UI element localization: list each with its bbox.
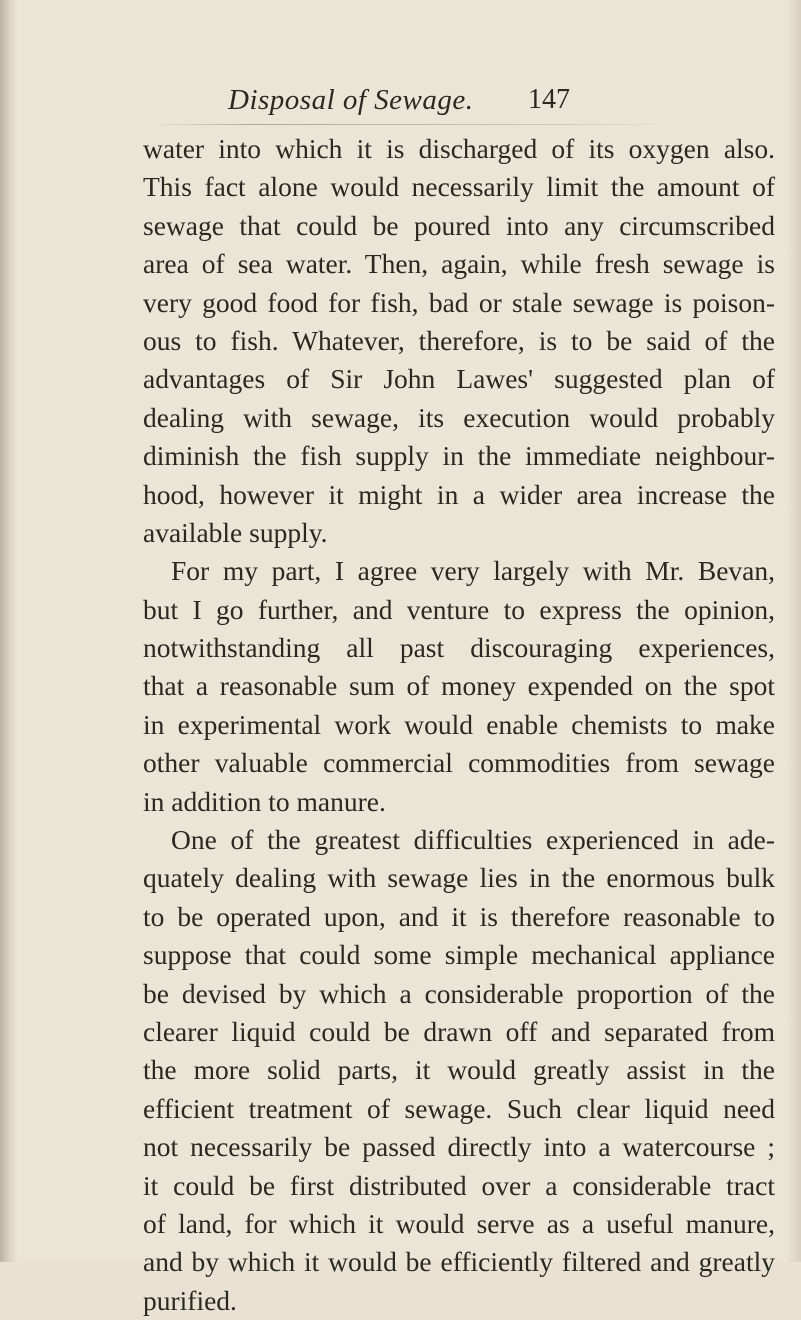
- text-line: One of the greatest difficulties experienced in ade-: [171, 824, 775, 856]
- running-head: [0, 83, 801, 123]
- text-line: water into which it is discharged of its oxygen also.: [143, 133, 775, 164]
- text-line: diminish the fish supply in the immediate neighbour-: [143, 440, 775, 472]
- text-line: in experimental work would enable chemists to make: [143, 708, 775, 740]
- text-line: be devised by which a considerable proportion of the: [143, 977, 775, 1009]
- text-line: clearer liquid could be drawn off and separated from: [143, 1015, 775, 1047]
- text-line: that a reasonable sum of money expended on the spot: [143, 670, 775, 702]
- text-line: dealing with sewage, its execution would probably: [143, 401, 775, 433]
- text-line: For my part, I agree very largely with Mr. Bevan,: [171, 555, 775, 587]
- text-line: purified.: [143, 1284, 237, 1316]
- text-line: the more solid parts, it would greatly assist in the: [143, 1054, 775, 1086]
- text-line: in addition to manure.: [143, 785, 386, 817]
- text-line: available supply.: [143, 516, 328, 548]
- text-line: hood, however it might in a wider area increase the: [143, 478, 775, 510]
- text-line: efficient treatment of sewage. Such clear liquid need: [143, 1092, 775, 1124]
- text-line: other valuable commercial commodities from sewage: [143, 747, 775, 779]
- text-line: to be operated upon, and it is therefore reasonable to: [143, 900, 775, 932]
- text-line: very good food for fish, bad or stale sewage is poison-: [143, 286, 775, 318]
- header-rule: [148, 124, 678, 125]
- text-line: notwithstanding all past discouraging experiences,: [143, 632, 775, 664]
- text-line: advantages of Sir John Lawes' suggested plan of: [143, 363, 775, 395]
- text-line: but I go further, and venture to express the opinion,: [143, 593, 775, 625]
- text-line: quately dealing with sewage lies in the enormous bulk: [143, 862, 775, 894]
- text-line: This fact alone would necessarily limit the amount of: [143, 171, 775, 203]
- text-line: suppose that could some simple mechanical appliance: [143, 939, 775, 971]
- page-edge-shadow: [787, 0, 801, 1262]
- page-gutter-shadow: [0, 0, 18, 1262]
- text-line: and by which it would be efficiently filtered and greatly: [143, 1246, 775, 1278]
- text-line: it could be first distributed over a considerable tract: [143, 1169, 775, 1201]
- text-line: not necessarily be passed directly into a watercourse ;: [143, 1131, 775, 1163]
- text-line: area of sea water. Then, again, while fresh sewage is: [143, 248, 775, 280]
- page-number: 147: [528, 84, 570, 115]
- text-line: ous to fish. Whatever, therefore, is to be said of the: [143, 324, 775, 356]
- text-line: sewage that could be poured into any circumscribed: [143, 209, 775, 241]
- body-text: [143, 130, 775, 1320]
- text-line: of land, for which it would serve as a useful manure,: [143, 1207, 775, 1239]
- running-title: Disposal of Sewage.: [228, 84, 474, 116]
